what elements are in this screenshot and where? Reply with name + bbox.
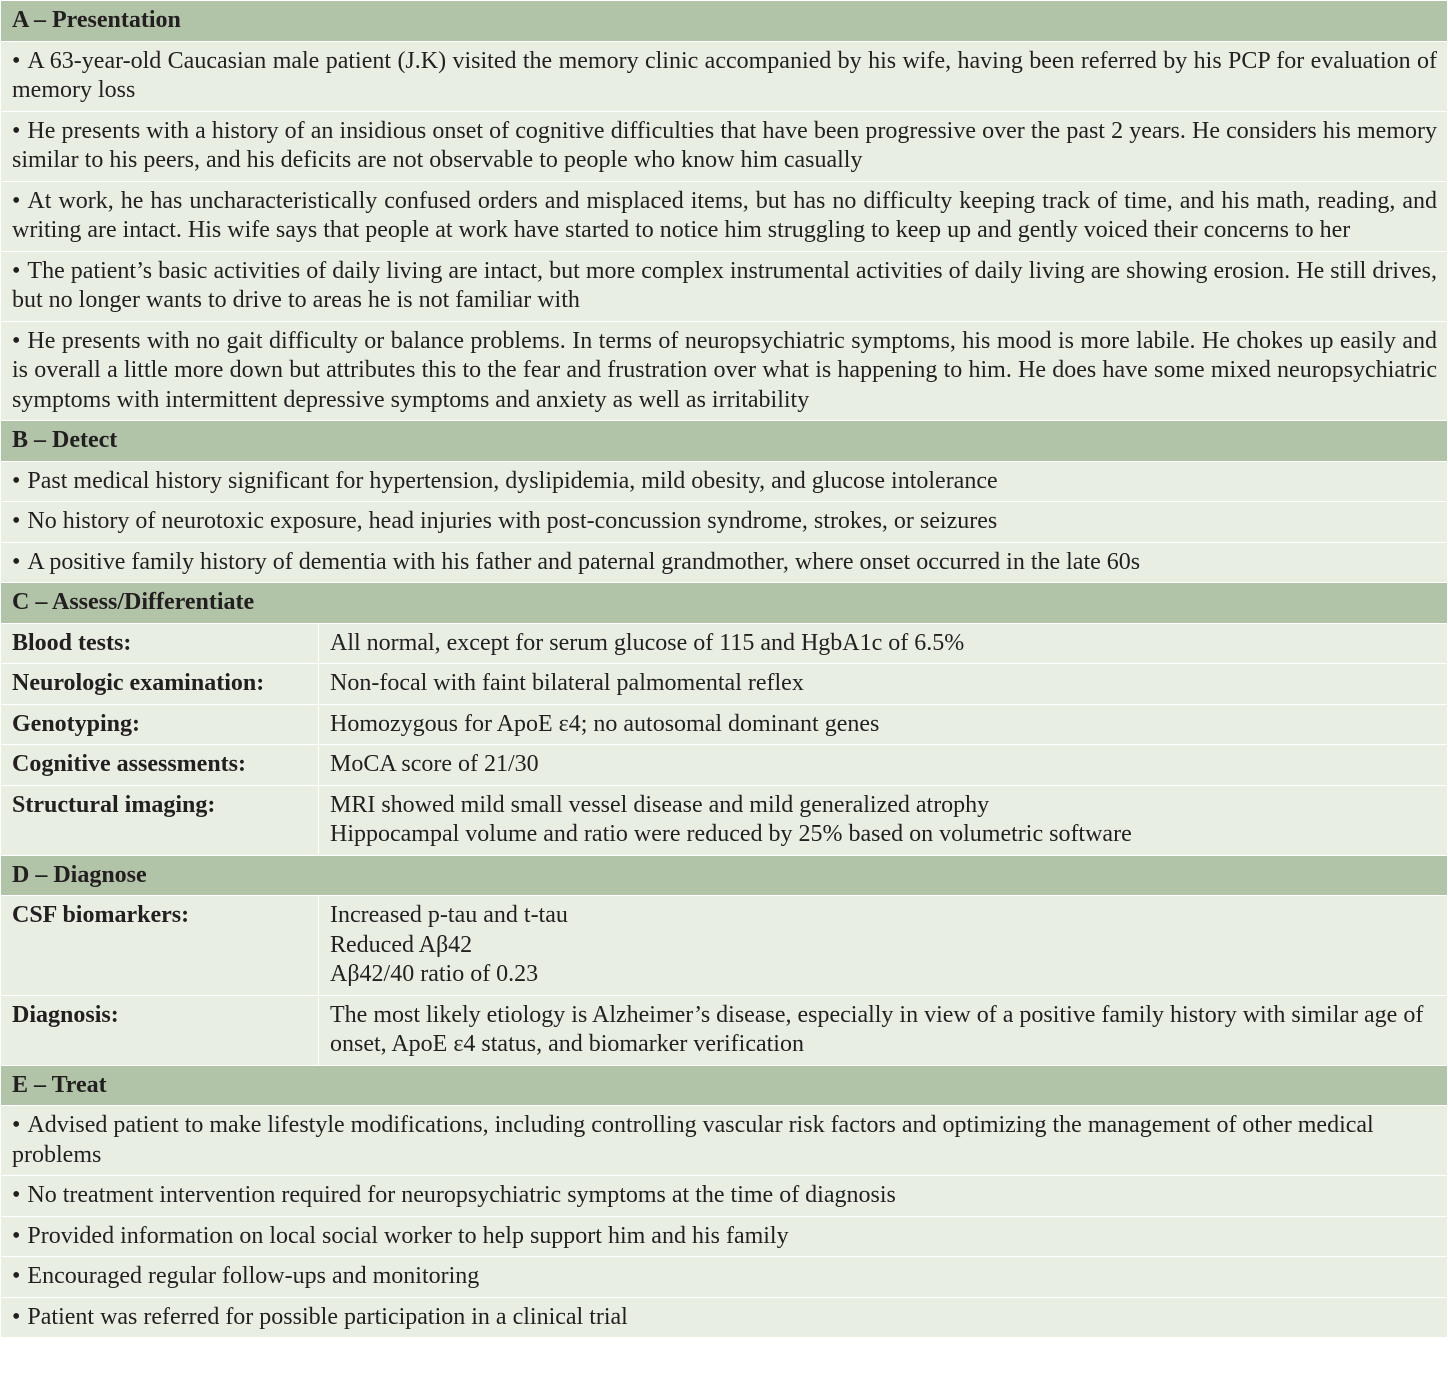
section-header-assess bbox=[1, 583, 1448, 624]
item-text: Patient was referred for possible participation in a clinical trial bbox=[27, 1303, 628, 1330]
row-value: Reduced Aβ42 bbox=[330, 931, 473, 958]
row-value: The most likely etiology is Alzheimer’s disease, especially in view of a positive family history with similar age of onset, ApoE ε4 status, and biomarker verification bbox=[330, 1001, 1424, 1057]
item-text: He presents with no gait difficulty or balance problems. In terms of neuropsychiatric symptoms, his mood is more labile. He chokes up easily and is overall a little more down but attributes this to the fear and frustration over what is happening to him. He does have some mixed neuropsychiatric symptoms with intermittent depressive symptoms and anxiety as well as irritability bbox=[12, 327, 1437, 413]
list-item bbox=[1, 181, 1448, 251]
list-item bbox=[1, 1106, 1448, 1176]
list-item bbox=[1, 461, 1448, 502]
bullet-icon: • bbox=[12, 187, 21, 214]
bullet-icon: • bbox=[12, 467, 21, 494]
item-text: Past medical history significant for hypertension, dyslipidemia, mild obesity, and glucose intolerance bbox=[27, 467, 998, 494]
table-row bbox=[1, 704, 1448, 745]
bullet-icon: • bbox=[12, 117, 21, 144]
table-row bbox=[1, 623, 1448, 664]
list-item bbox=[1, 1176, 1448, 1217]
row-label: Neurologic examination: bbox=[1, 664, 319, 705]
section-title: B – Detect bbox=[1, 421, 1448, 462]
bullet-icon: • bbox=[12, 548, 21, 575]
bullet-icon: • bbox=[12, 1263, 21, 1289]
table-row bbox=[1, 896, 1448, 996]
item-text: Provided information on local social worker to help support him and his family bbox=[27, 1222, 789, 1249]
row-value: Aβ42/40 ratio of 0.23 bbox=[330, 961, 539, 987]
section-title: C – Assess/Differentiate bbox=[1, 583, 1448, 624]
list-item bbox=[1, 542, 1448, 583]
item-text: No history of neurotoxic exposure, head injuries with post-concussion syndrome, strokes, or seizures bbox=[27, 508, 998, 534]
table-row bbox=[1, 745, 1448, 786]
table-row bbox=[1, 785, 1448, 855]
row-label: Diagnosis: bbox=[1, 995, 319, 1065]
table-row bbox=[1, 995, 1448, 1065]
row-label: Cognitive assessments: bbox=[1, 745, 319, 786]
list-item bbox=[1, 111, 1448, 181]
list-item bbox=[1, 41, 1448, 111]
row-value: Non-focal with faint bilateral palmomental reflex bbox=[330, 670, 804, 696]
item-text: No treatment intervention required for neuropsychiatric symptoms at the time of diagnosis bbox=[27, 1182, 896, 1208]
row-label: CSF biomarkers: bbox=[1, 896, 319, 996]
bullet-icon: • bbox=[12, 508, 21, 534]
section-title: D – Diagnose bbox=[1, 855, 1448, 896]
list-item bbox=[1, 1257, 1448, 1298]
bullet-icon: • bbox=[12, 257, 21, 284]
row-value: Homozygous for ApoE ε4; no autosomal dominant genes bbox=[330, 710, 880, 737]
row-label: Blood tests: bbox=[1, 623, 319, 664]
row-value: All normal, except for serum glucose of 115 and HgbA1c of 6.5% bbox=[330, 629, 965, 656]
item-text: A 63-year-old Caucasian male patient (J.K) visited the memory clinic accompanied by his wife, having been referred by his PCP for evaluation of memory loss bbox=[12, 47, 1437, 103]
section-header-treat bbox=[1, 1065, 1448, 1106]
row-value: Increased p-tau and t-tau bbox=[330, 902, 568, 928]
row-value: MoCA score of 21/30 bbox=[330, 751, 539, 777]
list-item bbox=[1, 321, 1448, 421]
bullet-icon: • bbox=[12, 1222, 21, 1249]
item-text: The patient’s basic activities of daily living are intact, but more complex instrumental activities of daily living are showing erosion. He still drives, but no longer wants to drive to areas he is not familiar with bbox=[12, 257, 1437, 313]
table-row bbox=[1, 664, 1448, 705]
row-value: Hippocampal volume and ratio were reduced by 25% based on volumetric software bbox=[330, 821, 1132, 847]
item-text: Encouraged regular follow-ups and monitoring bbox=[27, 1263, 480, 1289]
item-text: At work, he has uncharacteristically confused orders and misplaced items, but has no difficulty keeping track of time, and his math, reading, and writing are intact. His wife says that people at work have started to notice him struggling to keep up and gently voiced their concerns to her bbox=[12, 187, 1437, 243]
row-label: Structural imaging: bbox=[1, 785, 319, 855]
bullet-icon: • bbox=[12, 327, 21, 354]
list-item bbox=[1, 502, 1448, 543]
list-item bbox=[1, 251, 1448, 321]
section-header-presentation bbox=[1, 1, 1448, 42]
bullet-icon: • bbox=[12, 47, 21, 74]
section-header-detect bbox=[1, 421, 1448, 462]
row-value: MRI showed mild small vessel disease and mild generalized atrophy bbox=[330, 791, 990, 818]
section-title: A – Presentation bbox=[1, 1, 1448, 42]
item-text: A positive family history of dementia with his father and paternal grandmother, where onset occurred in the late 60s bbox=[27, 548, 1141, 575]
section-header-diagnose bbox=[1, 855, 1448, 896]
bullet-icon: • bbox=[12, 1303, 21, 1330]
list-item bbox=[1, 1297, 1448, 1338]
row-label: Genotyping: bbox=[1, 704, 319, 745]
list-item bbox=[1, 1216, 1448, 1257]
item-text: Advised patient to make lifestyle modifications, including controlling vascular risk factors and optimizing the management of other medical problems bbox=[12, 1112, 1374, 1168]
item-text: He presents with a history of an insidious onset of cognitive difficulties that have been progressive over the past 2 years. He considers his memory similar to his peers, and his deficits are not observable to people who know him casually bbox=[12, 117, 1437, 173]
bullet-icon: • bbox=[12, 1182, 21, 1208]
section-title: E – Treat bbox=[1, 1065, 1448, 1106]
bullet-icon: • bbox=[12, 1112, 21, 1138]
